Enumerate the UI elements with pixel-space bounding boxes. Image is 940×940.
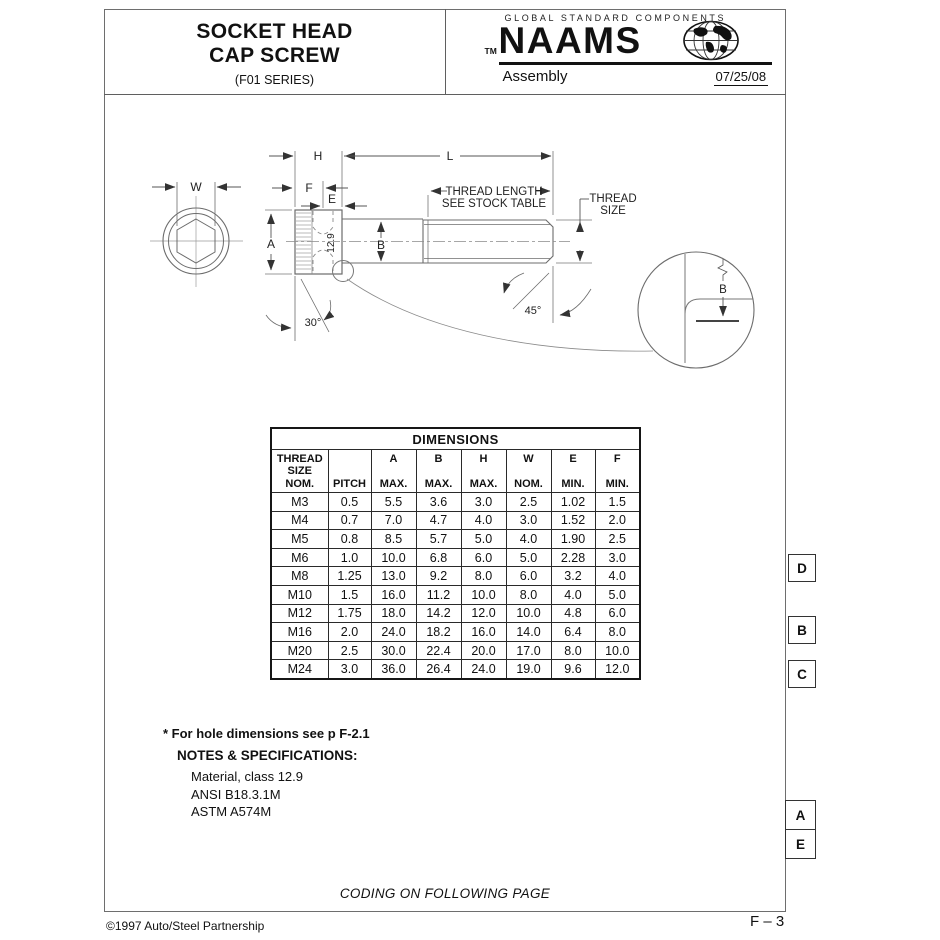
table-cell: 5.0 (506, 548, 551, 567)
title-block (104, 9, 446, 95)
table-cell: 6.0 (595, 604, 640, 623)
table-cell: M16 (271, 623, 328, 642)
table-row (271, 511, 640, 530)
table-cell: 0.7 (328, 511, 371, 530)
table-cell: M6 (271, 548, 328, 567)
dim-f-e (272, 188, 367, 206)
table-cell: 22.4 (416, 641, 461, 660)
column-header: E MIN. (551, 450, 595, 493)
table-cell: 8.0 (595, 623, 640, 642)
property-class-label: 12.9 (326, 233, 337, 253)
table-cell: 7.0 (371, 511, 416, 530)
table-cell: 1.90 (551, 530, 595, 549)
column-header: H MAX. (461, 450, 506, 493)
spec-lines (191, 768, 303, 821)
table-cell: 2.5 (328, 641, 371, 660)
hole-dimension-note: * For hole dimensions see p F-2.1 (163, 726, 370, 741)
copyright: ©1997 Auto/Steel Partnership (106, 919, 265, 933)
table-cell: 12.0 (461, 604, 506, 623)
table-cell: 8.0 (551, 641, 595, 660)
thread-length-note-line1: THREAD LENGTH (445, 186, 543, 198)
table-cell: 12.0 (595, 660, 640, 679)
table-cell: 4.8 (551, 604, 595, 623)
column-header: PITCH (328, 450, 371, 493)
angle-30-label: 30° (304, 317, 322, 329)
extension-lines (265, 151, 592, 323)
angle-30 (266, 276, 331, 341)
globe-icon (682, 20, 740, 61)
table-cell: 24.0 (461, 660, 506, 679)
column-header: A MAX. (371, 450, 416, 493)
table-cell: 5.5 (371, 493, 416, 512)
spec-line: ANSI B18.3.1M (191, 786, 281, 802)
table-cell: 10.0 (371, 548, 416, 567)
notes-title: NOTES & SPECIFICATIONS: (177, 748, 358, 763)
table-cell: 3.6 (416, 493, 461, 512)
table-cell: 24.0 (371, 623, 416, 642)
page-title-line2: CAP SCREW (209, 44, 340, 67)
thread-length-note-line2: SEE STOCK TABLE (441, 198, 547, 210)
table-cell: 5.0 (595, 585, 640, 604)
table-cell: 4.7 (416, 511, 461, 530)
table-title: DIMENSIONS (271, 428, 640, 450)
table-cell: 1.75 (328, 604, 371, 623)
dim-thread-size (580, 199, 589, 261)
table-cell: 6.8 (416, 548, 461, 567)
column-header: B MAX. (416, 450, 461, 493)
table-cell: M3 (271, 493, 328, 512)
table-cell: 3.0 (595, 548, 640, 567)
table-cell: 8.0 (461, 567, 506, 586)
detail-dim-label-b: B (719, 284, 727, 296)
table-cell: 9.6 (551, 660, 595, 679)
table-cell: 9.2 (416, 567, 461, 586)
table-cell: 16.0 (461, 623, 506, 642)
table-cell: 1.02 (551, 493, 595, 512)
zone-marker-c: C (788, 660, 816, 688)
table-cell: 2.5 (595, 530, 640, 549)
table-cell: 17.0 (506, 641, 551, 660)
table-cell: 0.5 (328, 493, 371, 512)
table-cell: M5 (271, 530, 328, 549)
table-cell: 1.52 (551, 511, 595, 530)
table-cell: M24 (271, 660, 328, 679)
table-cell: 2.28 (551, 548, 595, 567)
page-title (104, 20, 445, 68)
spec-line: ASTM A574M (191, 804, 272, 819)
coding-note: CODING ON FOLLOWING PAGE (339, 886, 551, 901)
table-cell: 10.0 (506, 604, 551, 623)
table-cell: 2.0 (328, 623, 371, 642)
table-body (271, 493, 640, 679)
brand-underline (499, 62, 772, 65)
zone-marker-a: A (785, 800, 816, 830)
angle-45 (504, 273, 591, 315)
table-cell: 18.0 (371, 604, 416, 623)
zone-marker-b: B (788, 616, 816, 644)
table-cell: 13.0 (371, 567, 416, 586)
table-row (271, 660, 640, 679)
table-cell: 0.8 (328, 530, 371, 549)
thread-size-label-line2: SIZE (600, 205, 626, 217)
table-row (271, 604, 640, 623)
brand-tagline: GLOBAL STANDARD COMPONENTS (504, 13, 727, 23)
table-cell: 3.0 (328, 660, 371, 679)
table-cell: 30.0 (371, 641, 416, 660)
table-cell: 4.0 (506, 530, 551, 549)
table-cell: M8 (271, 567, 328, 586)
table-cell: 6.0 (506, 567, 551, 586)
table-cell: 16.0 (371, 585, 416, 604)
spec-line: Material, class 12.9 (191, 769, 303, 784)
table-row (271, 641, 640, 660)
zone-marker-e: E (785, 829, 816, 859)
dim-label-l: L (446, 149, 454, 163)
table-cell: 11.2 (416, 585, 461, 604)
table-cell: 19.0 (506, 660, 551, 679)
column-header: W NOM. (506, 450, 551, 493)
series-label: (F01 SERIES) (234, 73, 315, 87)
column-header: F MIN. (595, 450, 640, 493)
table-row (271, 530, 640, 549)
table-cell: 8.0 (506, 585, 551, 604)
table-row (271, 623, 640, 642)
table-cell: 4.0 (551, 585, 595, 604)
dim-label-b: B (376, 238, 386, 252)
table-cell: 10.0 (595, 641, 640, 660)
detail-leader-curve (347, 279, 653, 351)
table-cell: 2.0 (595, 511, 640, 530)
table-row (271, 493, 640, 512)
table-cell: 14.2 (416, 604, 461, 623)
table-cell: 10.0 (461, 585, 506, 604)
dim-label-e: E (327, 192, 337, 206)
table-cell: 1.5 (328, 585, 371, 604)
zone-marker-d: D (788, 554, 816, 582)
table-cell: 5.0 (461, 530, 506, 549)
table-cell: 1.0 (328, 548, 371, 567)
dim-label-w: W (190, 180, 202, 194)
table-cell: 14.0 (506, 623, 551, 642)
brand-logo-text: NAAMS (498, 20, 642, 61)
table-cell: 2.5 (506, 493, 551, 512)
table-title-row (271, 428, 640, 450)
dimensions-table (270, 427, 641, 680)
table-row (271, 585, 640, 604)
table-cell: M4 (271, 511, 328, 530)
table-cell: 1.25 (328, 567, 371, 586)
table-header-row (271, 450, 640, 493)
detail-circle (638, 252, 754, 368)
table-cell: M20 (271, 641, 328, 660)
knurl-lines (296, 213, 311, 269)
doc-date: 07/25/08 (715, 69, 767, 84)
page-title-line1: SOCKET HEAD (196, 20, 353, 43)
table-cell: 36.0 (371, 660, 416, 679)
table-cell: 4.0 (595, 567, 640, 586)
table-cell: 18.2 (416, 623, 461, 642)
technical-drawing (104, 95, 786, 430)
dim-label-a: A (266, 237, 276, 251)
table-cell: 8.5 (371, 530, 416, 549)
table-cell: 26.4 (416, 660, 461, 679)
dim-label-h: H (313, 149, 323, 163)
table-cell: 4.0 (461, 511, 506, 530)
table-row (271, 567, 640, 586)
table-cell: M12 (271, 604, 328, 623)
table-cell: 20.0 (461, 641, 506, 660)
table-cell: 3.2 (551, 567, 595, 586)
front-view (150, 182, 243, 287)
table-cell: 3.0 (506, 511, 551, 530)
table-cell: 1.5 (595, 493, 640, 512)
column-header: THREAD SIZE NOM. (271, 450, 328, 493)
dim-break-symbol (718, 259, 727, 281)
table-cell: 6.0 (461, 548, 506, 567)
trademark-label: TM (484, 46, 497, 56)
brand-block (446, 9, 787, 95)
table-cell: M10 (271, 585, 328, 604)
page-number: F – 3 (750, 913, 785, 930)
fillet-detail (333, 252, 755, 368)
table-row (271, 548, 640, 567)
doc-category: Assembly (502, 68, 568, 85)
table-cell: 5.7 (416, 530, 461, 549)
thread-size-label-line1: THREAD (589, 193, 637, 205)
dim-label-f: F (305, 181, 313, 195)
table-cell: 3.0 (461, 493, 506, 512)
angle-45-label: 45° (524, 305, 542, 317)
table-cell: 6.4 (551, 623, 595, 642)
